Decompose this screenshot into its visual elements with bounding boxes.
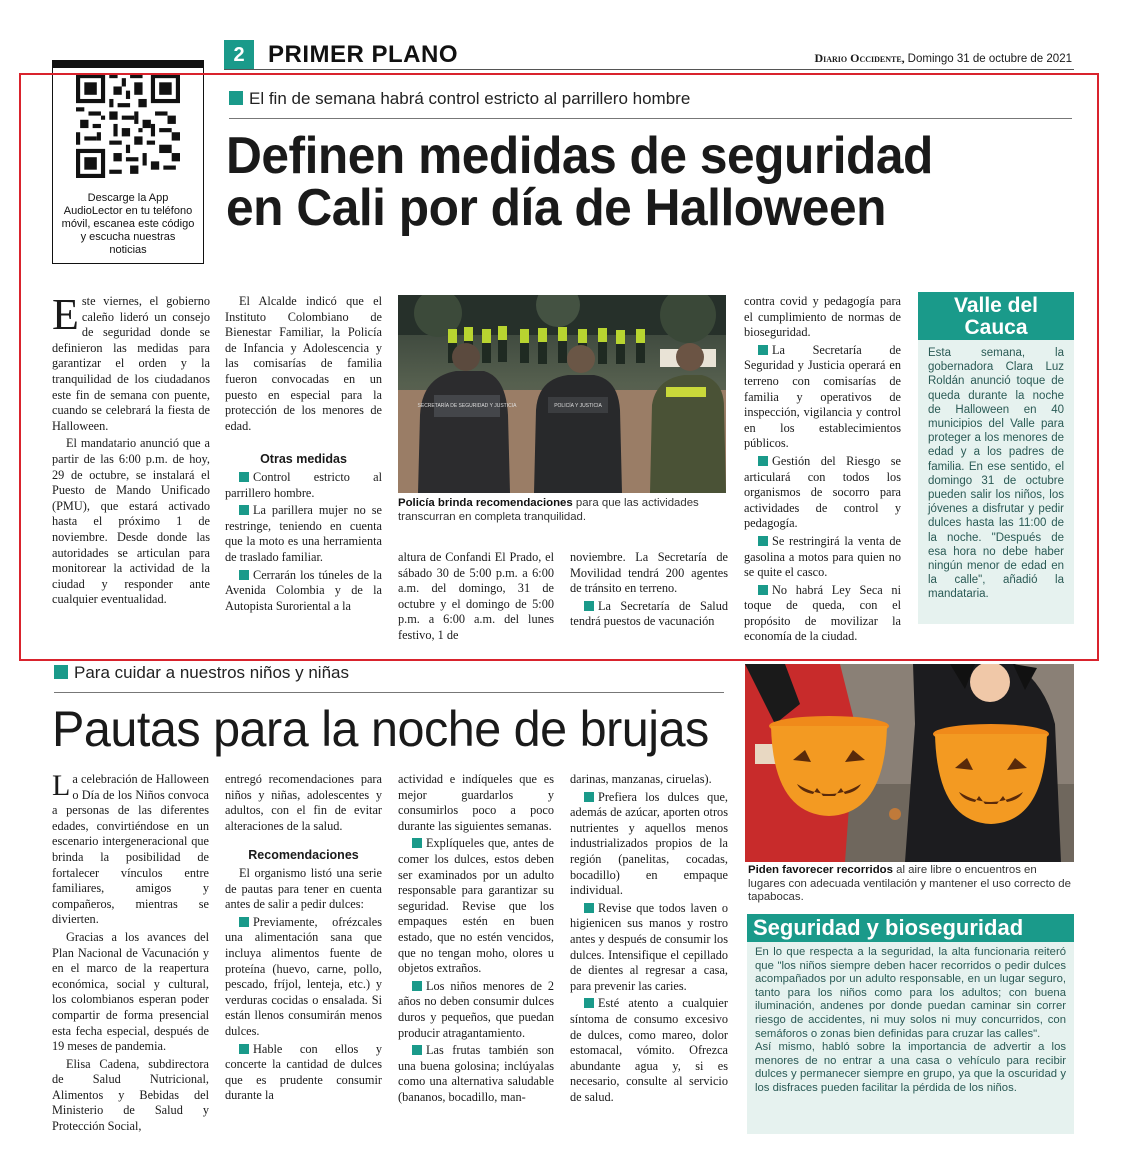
bioseguridad-sidebar <box>747 914 1074 1134</box>
article2-col4-p1: darinas, manzanas, ciruelas). <box>570 772 712 786</box>
bioseguridad-sidebar-text <box>747 942 1074 1096</box>
article2-col1-p3: Elisa Cadena, subdirectora de Salud Nutricional, Alimentos y Bebidas del Ministerio de Salud y Protección Social, <box>52 1056 209 1134</box>
valle-title-line2: Cauca <box>964 316 1028 339</box>
article1-col3 <box>398 550 554 646</box>
bullet-square-icon <box>239 917 249 927</box>
caption-text: para que las actividades transcurran en completa tranquilidad. <box>398 497 699 523</box>
article2-col3-p1: actividad e indíqueles que es mejor guardarlos y consumirlos poco a poco durante las siguientes semanas. <box>398 772 554 833</box>
article1-col5 <box>744 294 901 647</box>
article2-col3-b3 <box>398 1043 554 1105</box>
bullet-text: La Secretaría de Salud tendrá puestos de vacunación <box>570 598 728 629</box>
bullet-text: La parillera mujer no se restringe, teniendo en cuenta que la moto es una herramienta de traslado familiar. <box>225 503 382 564</box>
article2-col4 <box>570 772 728 1107</box>
page-number: 2 <box>224 40 254 70</box>
bullet-square-icon <box>758 456 768 466</box>
article1-col5-b2 <box>744 454 901 532</box>
bullet-text: Las frutas también son una buena golosina; inclúyalas como una alternativa saludable (bananos, bocadillo, man- <box>398 1043 554 1104</box>
bullet-square-icon <box>584 601 594 611</box>
bullet-text: Hable con ellos y concerte la cantidad de dulces que es prudente consumir durante la <box>225 1041 382 1103</box>
valle-title-line1: Valle del <box>953 294 1039 317</box>
bioseguridad-p2: Así mismo, habló sobre la importancia de advertir a los menores de no entrar a una casa o vehículo para recibir dulces y permanecer siempre en grupo, ya que la oscuridad y los disfraces pueden facilitar la pérdida de los niños. <box>755 1041 1066 1094</box>
article1-col2-b1 <box>225 470 382 501</box>
paper-name: Diario Occidente, <box>814 51 905 65</box>
article2-col4-b3 <box>570 996 728 1105</box>
bullet-square-icon <box>412 1045 422 1055</box>
bullet-square-icon <box>239 570 249 580</box>
article1-kicker-text: El fin de semana habrá control estricto al parrillero hombre <box>249 89 691 108</box>
bullet-text: Prefiera los dulces que, además de azúcar, aporten otros nutrientes y aquellos menos industrializados propios de la región (panelitas, cocadas, bocadillo) en empaque individual. <box>570 789 728 898</box>
article1-col3-p1: altura de Confandi El Prado, el sábado 30 de 5:00 p.m. a 6:00 a.m. del domingo, 31 de octubre y el domingo de 5:00 p.m. a 6:00 a.m. del lunes festivo, 1 de <box>398 550 554 642</box>
article1-col2-p1: El Alcalde indicó que el Instituto Colombiano de Bienestar Familiar, la Policía de Infancia y Adolescencia y las comisarías de familia fueron convocadas en un puesto en especial para la protección de los menores de edad. <box>225 294 382 433</box>
dropcap: E <box>52 290 79 339</box>
page-header <box>0 0 1123 72</box>
article1-col1-p1 <box>52 290 210 434</box>
article2-col3 <box>398 772 554 1107</box>
article1-kicker-rule <box>229 118 1072 119</box>
bioseguridad-p1: En lo que respecta a la seguridad, la alta funcionaria reiteró que "los niños siempre deben hacer recorridos o pedir dulces acompañados por un adulto responsable, en un lugar seguro, tanto para los niños como para los adultos; con buena iluminación, andenes por donde puedan caminar sin correr riesgo de accidentes, ni muy solos ni muy concurridos, con semáforos o zonas bien definidas para cruzar las calles". <box>755 946 1066 1040</box>
bullet-text: Gestión del Riesgo se articulará con todos los organismos de socorro para actividades de control y pedagogía. <box>744 453 901 531</box>
valle-sidebar-text: Esta semana, la gobernadora Clara Luz Roldán anunció toque de queda durante la noche de Halloween en 40 municipios del Valle para proteger a los menores de edad y a los padres de familia. En ese sentido, el domingo 31 de octubre pueden salir los niños, los jóvenes a disfrutar y pedir dulces hasta las 11:00 de la noche. "Después de esa hora no debe haber ningún menor de edad en la calle", añadió la mandataria. <box>928 347 1064 601</box>
qr-top-bar <box>52 60 204 68</box>
headline-line2: en Cali por día de Halloween <box>226 179 886 237</box>
bullet-square-icon <box>758 345 768 355</box>
article1-col5-b3 <box>744 534 901 581</box>
article2-kicker <box>54 663 349 683</box>
caption-bold: Policía brinda recomendaciones <box>398 497 573 509</box>
article2-col4-b2 <box>570 901 728 995</box>
kicker-square-icon <box>229 91 243 105</box>
article2-col1 <box>52 769 209 1137</box>
bullet-square-icon <box>239 1044 249 1054</box>
article1-col4 <box>570 550 728 632</box>
bullet-square-icon <box>758 585 768 595</box>
article1-col5-b1 <box>744 343 901 452</box>
headline-line1: Definen medidas de seguridad <box>226 127 933 185</box>
article1-col2-b3 <box>225 568 382 615</box>
article1-col1-p1-text: ste viernes, el gobierno caleño lideró un consejo de seguridad donde se definieron las medidas para garantizar el orden y la tranquilidad de los ciudadanos este fin de semana con puente, cuando se celebrará la fiesta de Halloween. <box>52 294 210 433</box>
bullet-text: Control estricto al parrillero hombre. <box>225 469 382 500</box>
article1-photo <box>398 295 726 493</box>
article2-kicker-rule <box>54 692 724 693</box>
bullet-square-icon <box>239 472 249 482</box>
article1-col5-b4 <box>744 583 901 645</box>
article2-col2-b2 <box>225 1042 382 1104</box>
caption-text: al aire libre o encuentros en lugares con adecuada ventilación y mantener el uso correcto de tapabocas. <box>748 864 1071 903</box>
article2-col1-p1 <box>52 769 209 928</box>
article2-col3-b2 <box>398 979 554 1041</box>
bullet-text: Esté atento a cualquier síntoma de consumo excesivo de dulces, como mareo, dolor estomacal, vómito. Ofrezca abundante agua y, si es necesario, consulte al servicio de salud. <box>570 996 728 1104</box>
bullet-text: Se restringirá la venta de gasolina a motos para quien no se quite el casco. <box>744 533 901 580</box>
bullet-text: No habrá Ley Seca ni toque de queda, con el propósito de movilizar la economía de la ciudad. <box>744 582 901 644</box>
article2-col1-p1-text: a celebración de Halloween o Día de los Niños convoca a personas de las diferentes edades, convirtiéndose en un escenario intergeneracional que brinda la posibilidad de fortalecer vínculos entre familiares, amigos y compañeros, mientras se divierten. <box>52 772 209 927</box>
caption-bold: Piden favorecer recorridos <box>748 864 893 876</box>
vest-text-left: SECRETARÍA DE SEGURIDAD Y JUSTICIA <box>417 403 517 409</box>
bullet-text: Revise que todos laven o higienicen sus manos y rostro antes y después de consumir los dulces. Intensifique el cepillado de dientes al regresar a casa, para prevenir las caries. <box>570 900 728 993</box>
bullet-square-icon <box>584 903 594 913</box>
halloween-kids-photo <box>745 664 1074 862</box>
qr-promo-text: Descarge la App AudioLector en tu teléfono móvil, escanea este código y escucha nuestras noticias <box>61 192 195 256</box>
bullet-square-icon <box>412 838 422 848</box>
bullet-text: Explíqueles que, antes de comer los dulces, estos deben ser examinados por un adulto responsable para garantizar su seguridad. Revise que los empaques estén en buen estado, que no estén vencidos, que no tengan moho, olores u objetos extraños. <box>398 836 554 976</box>
section-title: PRIMER PLANO <box>268 41 459 68</box>
valle-sidebar <box>918 292 1074 624</box>
article1-kicker <box>229 89 690 109</box>
police-briefing-photo <box>398 295 726 493</box>
header-rule <box>224 69 1074 70</box>
bullet-square-icon <box>239 505 249 515</box>
article1-col1-p2: El mandatario anunció que a partir de las 6:00 p.m. de hoy, 29 de octubre, se instalará el Puesto de Mando Unificado (PMU), que estará activado hasta el próximo 1 de noviembre. Desde donde las autoridades se articulan para monitorear la actividad de la ciudad y responder ante cualquier eventualidad. <box>52 436 210 607</box>
article2-col2-p1: entregó recomendaciones para niños y niñas, adolescentes y adultos, con el fin de evitar alteraciones de la salud. <box>225 772 382 833</box>
article2-subhead: Recomendaciones <box>248 848 359 863</box>
bioseguridad-sidebar-title: Seguridad y bioseguridad <box>747 914 1074 942</box>
article2-col4-b1 <box>570 790 728 899</box>
bullet-square-icon <box>412 981 422 991</box>
article1-subhead: Otras medidas <box>260 452 347 467</box>
article1-col2-b2 <box>225 503 382 565</box>
article2-col1-p2: Gracias a los avances del Plan Nacional de Vacunación y en el marco de la reapertura económica, social y cultural, los colombianos esperan poder compartir de forma presencial esta fecha especial, después de 19 meses de pandemia. <box>52 929 209 1054</box>
bullet-square-icon <box>584 998 594 1008</box>
bullet-square-icon <box>758 536 768 546</box>
article2-kicker-text: Para cuidar a nuestros niños y niñas <box>74 663 349 682</box>
bullet-text: La Secretaría de Seguridad y Justicia operará en terreno con comisarías de familia y operativos de inspección, vigilancia y control en los establecimientos públicos. <box>744 342 901 451</box>
issue-date: Domingo 31 de octubre de 2021 <box>907 53 1072 65</box>
vest-text-center: POLICÍA Y JUSTICIA <box>554 403 602 409</box>
article2-photo <box>745 664 1074 862</box>
article1-col4-p1: noviembre. La Secretaría de Movilidad tendrá 200 agentes de tránsito en terreno. <box>570 550 728 596</box>
article2-col2 <box>225 772 382 1106</box>
article2-col3-b1 <box>398 836 554 976</box>
article1-headline <box>226 127 1047 237</box>
bullet-text: Cerrarán los túneles de la Avenida Colombia y de la Autopista Suroriental a la <box>225 567 382 613</box>
valle-sidebar-title <box>918 292 1074 340</box>
kicker-square-icon <box>54 665 68 679</box>
masthead-date <box>760 51 1072 66</box>
article1-col1 <box>52 290 210 610</box>
dropcap: L <box>52 769 71 802</box>
article2-headline: Pautas para la noche de brujas <box>52 701 709 757</box>
article1-col5-p1: contra covid y pedagogía para el cumplimiento de normas de bioseguridad. <box>744 294 901 340</box>
article1-photo-caption <box>398 497 728 524</box>
article2-col2-p2: El organismo listó una serie de pautas para tener en cuenta antes de salir a pedir dulces: <box>225 865 382 912</box>
bullet-text: Previamente, ofrézcales una alimentación sana que incluya alimentos fuente de proteína (huevo, carne, pollo, pescado, fríjol, lenteja, etc.) y verduras cocidas o ensalada. Si están llenos consumirán menos dulces. <box>225 914 382 1038</box>
article2-photo-caption <box>748 864 1074 905</box>
article1-col4-b1 <box>570 599 728 630</box>
article1-col2 <box>225 294 382 616</box>
bullet-text: Los niños menores de 2 años no deben consumir dulces duros y pequeños, que puedan producir atragantamiento. <box>398 978 554 1040</box>
article2-col2-b1 <box>225 915 382 1040</box>
bullet-square-icon <box>584 792 594 802</box>
